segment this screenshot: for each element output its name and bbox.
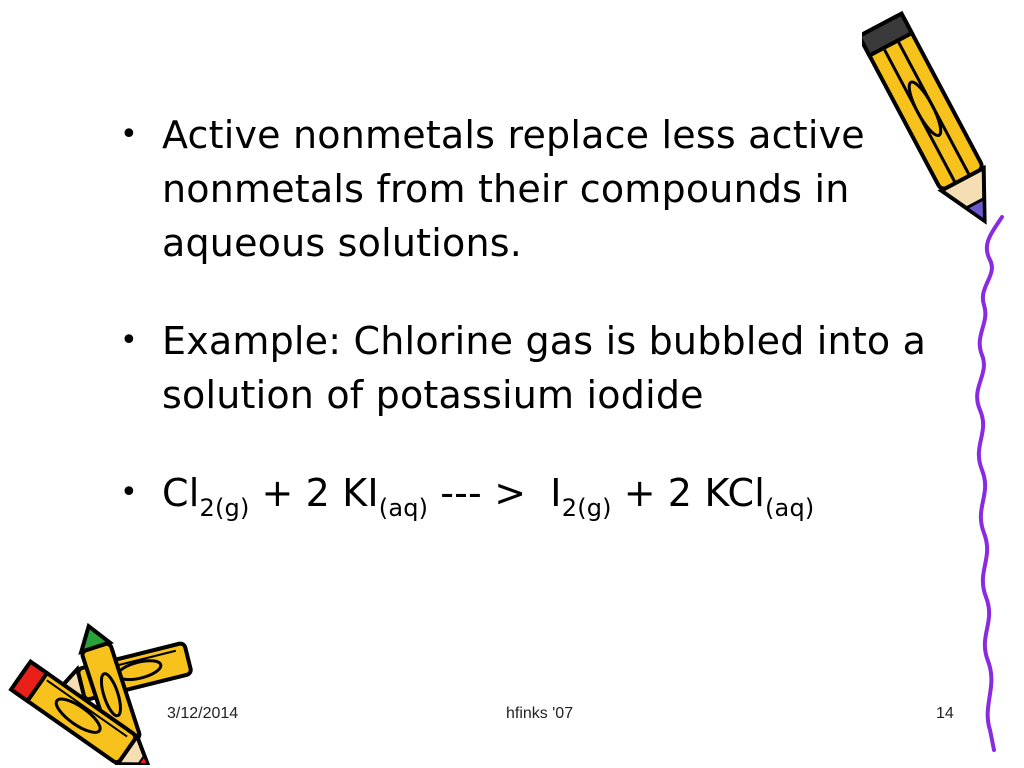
reactant-2-subscript: (aq) <box>378 494 429 522</box>
reactant-2: 2 KI <box>305 471 379 515</box>
reaction-arrow: --- > <box>440 471 527 515</box>
product-1: I <box>550 471 562 515</box>
equation <box>162 471 815 522</box>
footer-author: hfinks '07 <box>506 705 574 722</box>
bullet-dot: • <box>120 117 138 152</box>
equation-bullet <box>118 466 978 520</box>
bullet-list <box>118 108 978 564</box>
bullet-text: Example: Chlorine gas is bubbled into a solution of potassium iodide <box>162 319 927 417</box>
bullet-dot: • <box>120 323 138 358</box>
plus-sign: + <box>261 471 294 515</box>
plus-sign: + <box>623 471 656 515</box>
product-1-subscript: 2(g) <box>561 494 612 522</box>
crayon-icon <box>0 615 210 765</box>
product-2-subscript: (aq) <box>764 494 815 522</box>
reactant-1-subscript: 2(g) <box>199 494 250 522</box>
bullet-dot: • <box>120 475 138 510</box>
reactant-1: Cl <box>162 471 200 515</box>
bullet-item <box>118 314 978 422</box>
bullet-item <box>118 108 978 270</box>
footer-date: 3/12/2014 <box>167 705 239 722</box>
bullet-text: Active nonmetals replace less active nonmetals from their compounds in aqueous solutions. <box>162 113 865 265</box>
product-2: 2 KCl <box>667 471 765 515</box>
footer-page-number: 14 <box>936 705 954 722</box>
